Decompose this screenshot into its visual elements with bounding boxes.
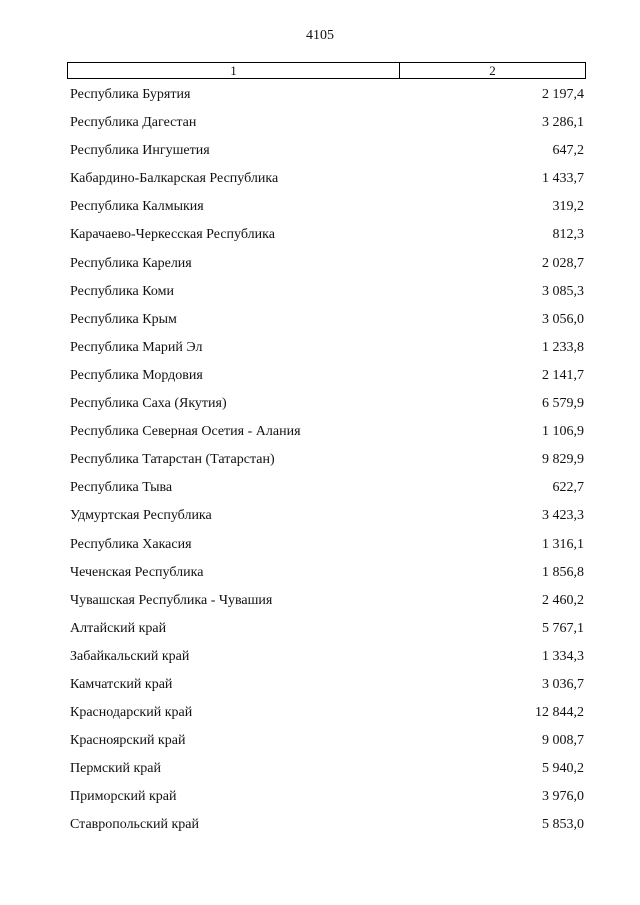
region-name: Республика Ингушетия: [70, 143, 210, 159]
column-header-2: 2: [489, 63, 496, 78]
region-name: Республика Мордовия: [70, 367, 203, 383]
region-value: 647,2: [552, 143, 584, 159]
region-value: 5 940,2: [542, 761, 584, 777]
region-name: Республика Тыва: [70, 480, 173, 496]
region-name: Республика Коми: [70, 283, 174, 299]
region-value: 9 008,7: [542, 733, 584, 749]
region-name: Республика Калмыкия: [70, 199, 204, 215]
table-column-header: [67, 62, 586, 79]
region-name: Республика Северная Осетия - Алания: [70, 424, 301, 440]
table-row: [70, 562, 584, 590]
table-row: [70, 140, 584, 168]
region-name: Республика Крым: [70, 311, 177, 327]
region-value: 3 976,0: [542, 789, 584, 805]
table-row: [70, 814, 584, 842]
table-row: [70, 393, 584, 421]
region-name: Забайкальский край: [70, 648, 190, 664]
region-name: Чувашская Республика - Чувашия: [70, 592, 273, 608]
region-name: Алтайский край: [70, 620, 167, 636]
region-value: 812,3: [552, 227, 584, 243]
region-value: 1 856,8: [542, 564, 584, 580]
region-value: 1 316,1: [542, 536, 584, 552]
region-value: 9 829,9: [542, 452, 584, 468]
region-value: 3 286,1: [542, 115, 584, 131]
region-value: 3 423,3: [542, 508, 584, 524]
table-row: [70, 224, 584, 252]
region-value: 5 767,1: [542, 620, 584, 636]
table-row: [70, 421, 584, 449]
table-row: [70, 505, 584, 533]
table-row: [70, 618, 584, 646]
table-row: [70, 590, 584, 618]
table-row: [70, 337, 584, 365]
table-row: [70, 786, 584, 814]
region-value: 319,2: [552, 199, 584, 215]
region-name: Республика Марий Эл: [70, 339, 203, 355]
page-number: 4105: [306, 28, 334, 43]
region-name: Республика Карелия: [70, 255, 192, 271]
region-name: Республика Дагестан: [70, 115, 197, 131]
region-value: 1 233,8: [542, 339, 584, 355]
region-value: 1 106,9: [542, 424, 584, 440]
table-row: [70, 758, 584, 786]
region-name: Удмуртская Республика: [70, 508, 212, 524]
table-row: [70, 253, 584, 281]
table-row: [70, 449, 584, 477]
region-value: 2 141,7: [542, 367, 584, 383]
region-name: Республика Бурятия: [70, 87, 191, 102]
region-name: Республика Татарстан (Татарстан): [70, 452, 275, 468]
region-name: Красноярский край: [70, 733, 186, 749]
region-value: 3 056,0: [542, 311, 584, 327]
region-value: 2 460,2: [542, 592, 584, 608]
region-value: 2 028,7: [542, 255, 584, 271]
table-row: [70, 309, 584, 337]
region-name: Кабардино-Балкарская Республика: [70, 171, 279, 187]
table-row: [70, 112, 584, 140]
region-name: Чеченская Республика: [70, 564, 204, 580]
table-row: [70, 477, 584, 505]
region-name: Краснодарский край: [70, 705, 193, 721]
region-value: 12 844,2: [535, 705, 584, 721]
table-row: [70, 168, 584, 196]
table-row: [70, 702, 584, 730]
table-body: [70, 84, 584, 843]
table-row: [70, 365, 584, 393]
table-row: [70, 646, 584, 674]
region-value: 622,7: [552, 480, 584, 496]
region-value: 1 334,3: [542, 648, 584, 664]
table-row: [70, 84, 584, 112]
region-name: Пермский край: [70, 761, 161, 777]
table-row: [70, 534, 584, 562]
region-value: 6 579,9: [542, 396, 584, 412]
column-header-1: 1: [68, 63, 400, 78]
table-row: [70, 730, 584, 758]
region-value: 1 433,7: [542, 171, 584, 187]
region-value: 3 085,3: [542, 283, 584, 299]
table-row: [70, 281, 584, 309]
region-name: Республика Саха (Якутия): [70, 396, 227, 412]
table-row: [70, 196, 584, 224]
region-value: 3 036,7: [542, 676, 584, 692]
region-name: Приморский край: [70, 789, 177, 805]
region-name: Республика Хакасия: [70, 536, 192, 552]
region-value: 2 197,4: [542, 87, 584, 102]
region-name: Камчатский край: [70, 676, 173, 692]
region-name: Карачаево-Черкесская Республика: [70, 227, 275, 243]
region-name: Ставропольский край: [70, 817, 199, 833]
region-value: 5 853,0: [542, 817, 584, 833]
table-row: [70, 674, 584, 702]
